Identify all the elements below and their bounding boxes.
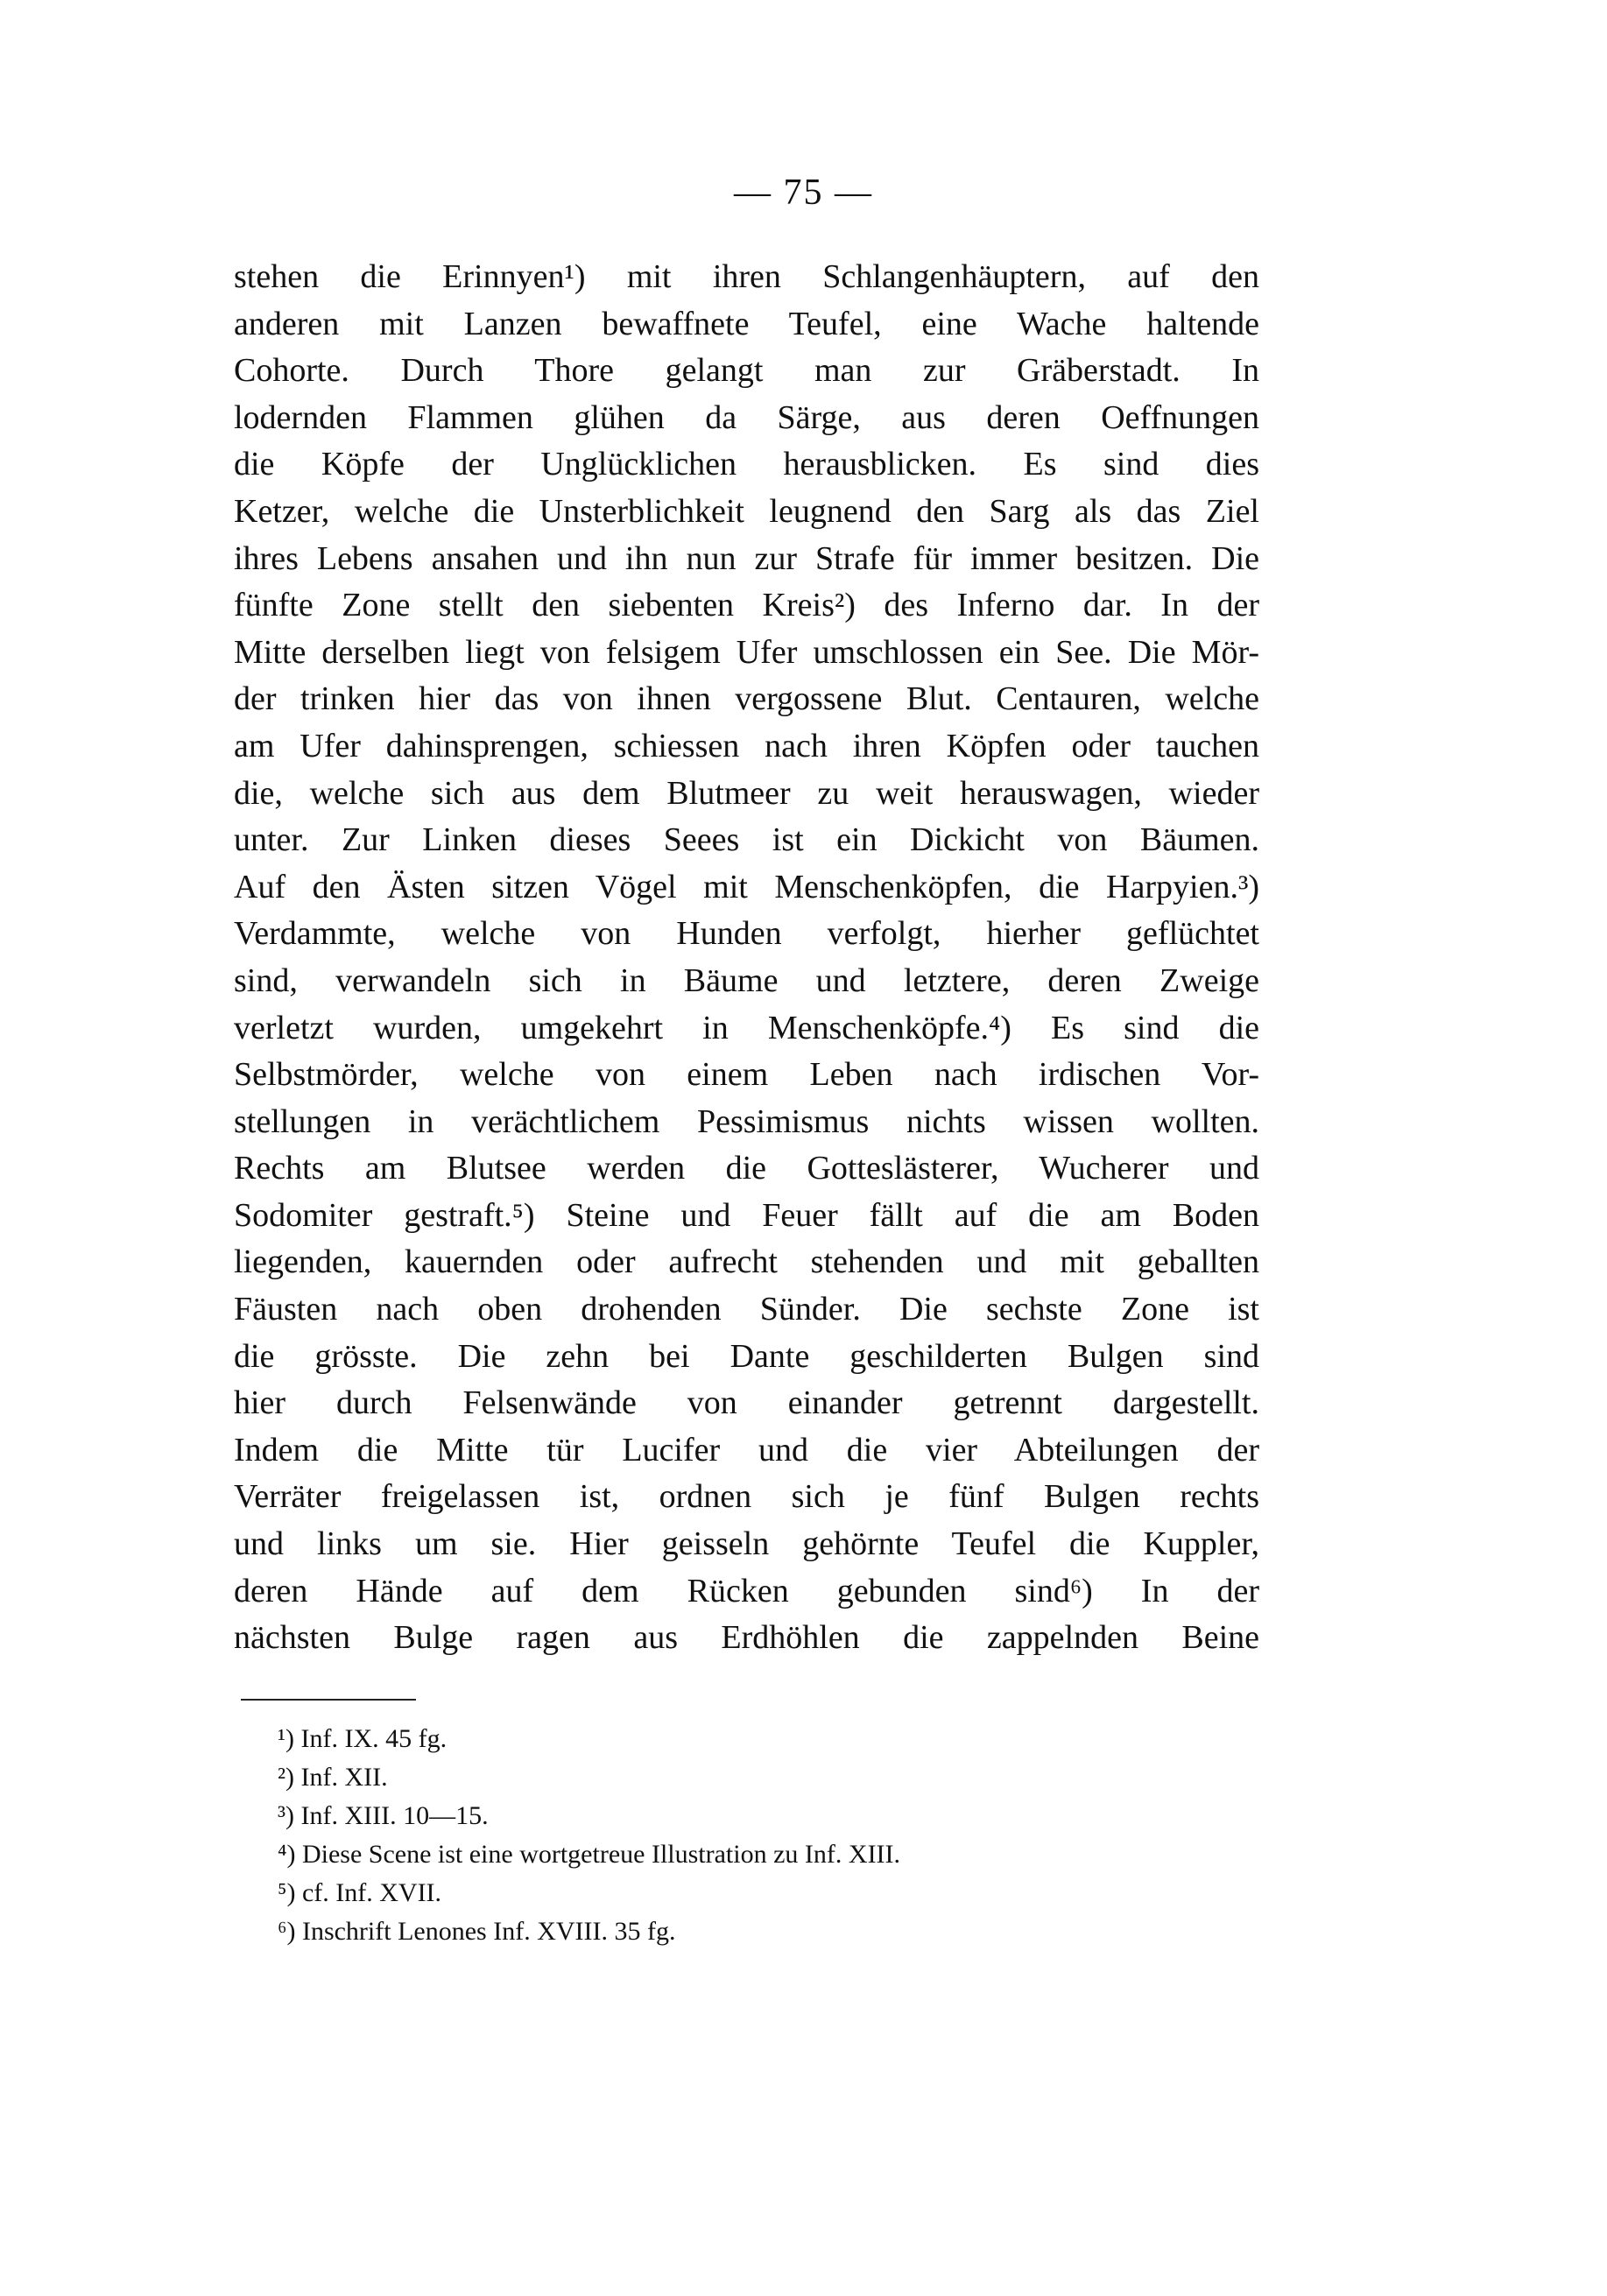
text-line: liegenden, kauernden oder aufrecht stehenden und mit geballten xyxy=(234,1243,1259,1281)
text-line: Mitte derselben liegt von felsigem Ufer umschlossen ein See. Die Mör- xyxy=(234,633,1259,671)
text-line: hier durch Felsenwände von einander getrennt dargestellt. xyxy=(234,1384,1259,1422)
text-line: Verdammte, welche von Hunden verfolgt, hierher geflüchtet xyxy=(234,915,1259,953)
text-line: Sodomiter gestraft.⁵) Steine und Feuer fällt auf die am Boden xyxy=(234,1196,1259,1234)
footnote: ³) Inf. XIII. 10—15. xyxy=(278,1801,489,1830)
footnote: ⁴) Diese Scene ist eine wortgetreue Illustration zu Inf. XIII. xyxy=(278,1840,901,1869)
footnote: ⁵) cf. Inf. XVII. xyxy=(278,1878,442,1907)
text-line: anderen mit Lanzen bewaffnete Teufel, eine Wache haltende xyxy=(234,305,1259,342)
text-line: Rechts am Blutsee werden die Gotteslästerer, Wucherer und xyxy=(234,1150,1259,1187)
text-line: stellungen in verächtlichem Pessimismus nichts wissen wollten. xyxy=(234,1102,1259,1140)
footnote: ²) Inf. XII. xyxy=(278,1763,388,1792)
body-text xyxy=(234,254,1259,1662)
text-line: lodernden Flammen glühen da Särge, aus deren Oeffnungen xyxy=(234,398,1259,436)
text-line: stehen die Erinnyen¹) mit ihren Schlangenhäuptern, auf den xyxy=(234,258,1259,295)
footnotes xyxy=(278,1720,1285,1951)
text-line: der trinken hier das von ihnen vergossene Blut. Centauren, welche xyxy=(234,680,1259,718)
text-line: Selbstmörder, welche von einem Leben nach irdischen Vor- xyxy=(234,1056,1259,1094)
text-line: Fäusten nach oben drohenden Sünder. Die sechste Zone ist xyxy=(234,1291,1259,1328)
text-line: sind, verwandeln sich in Bäume und letztere, deren Zweige xyxy=(234,961,1259,999)
text-line: die, welche sich aus dem Blutmeer zu weit herauswagen, wieder xyxy=(234,774,1259,812)
footnote-separator xyxy=(241,1699,416,1701)
footnote: ¹) Inf. IX. 45 fg. xyxy=(278,1724,448,1753)
page-number: — 75 — xyxy=(734,173,873,213)
text-line: fünfte Zone stellt den siebenten Kreis²) des Inferno dar. In der xyxy=(234,587,1259,624)
text-line: und links um sie. Hier geisseln gehörnte Teufel die Kuppler, xyxy=(234,1525,1259,1563)
text-line: Verräter freigelassen ist, ordnen sich je fünf Bulgen rechts xyxy=(234,1478,1259,1516)
text-line: am Ufer dahinsprengen, schiessen nach ihren Köpfen oder tauchen xyxy=(234,727,1259,764)
text-line: Indem die Mitte tür Lucifer und die vier Abteilungen der xyxy=(234,1431,1259,1468)
text-line: Auf den Ästen sitzen Vögel mit Menschenköpfen, die Harpyien.³) xyxy=(234,868,1259,905)
text-line: Cohorte. Durch Thore gelangt man zur Gräberstadt. In xyxy=(234,352,1259,390)
text-line: die grösste. Die zehn bei Dante geschilderten Bulgen sind xyxy=(234,1337,1259,1375)
text-line: verletzt wurden, umgekehrt in Menschenköpfe.⁴) Es sind die xyxy=(234,1009,1259,1046)
text-line: deren Hände auf dem Rücken gebunden sind⁶) In der xyxy=(234,1572,1259,1609)
text-line: nächsten Bulge ragen aus Erdhöhlen die zappelnden Beine xyxy=(234,1619,1259,1657)
text-line: ihres Lebens ansahen und ihn nun zur Strafe für immer besitzen. Die xyxy=(234,539,1259,577)
footnote: ⁶) Inschrift Lenones Inf. XVIII. 35 fg. xyxy=(278,1917,676,1946)
text-line: die Köpfe der Unglücklichen herausblicken. Es sind dies xyxy=(234,446,1259,483)
text-line: unter. Zur Linken dieses Seees ist ein Dickicht von Bäumen. xyxy=(234,821,1259,859)
text-line: Ketzer, welche die Unsterblichkeit leugnend den Sarg als das Ziel xyxy=(234,492,1259,530)
